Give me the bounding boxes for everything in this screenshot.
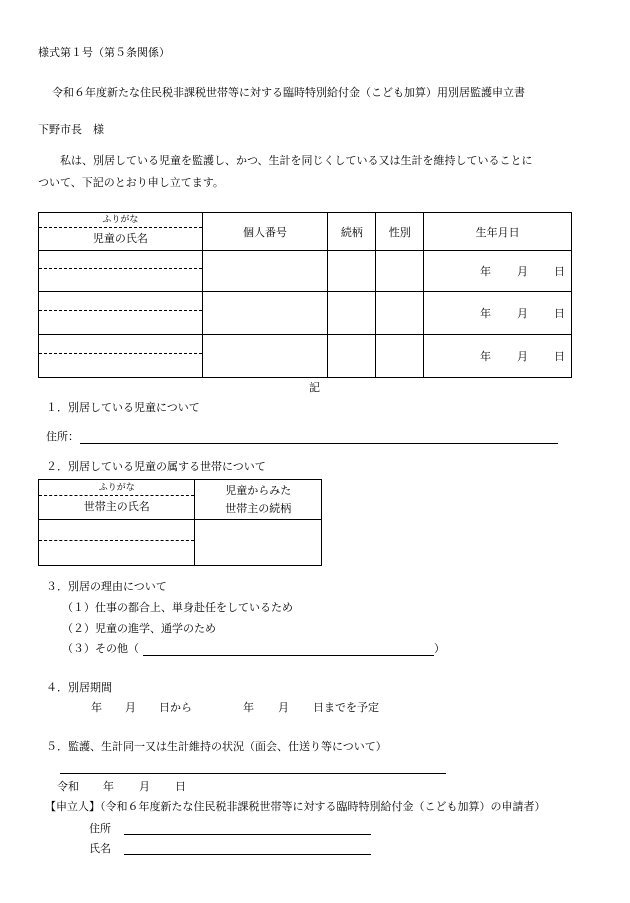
id-number-field[interactable]	[202, 251, 328, 292]
date-day: 日	[175, 780, 186, 793]
table-row	[39, 292, 572, 335]
section5-heading: ５．監護、生計同一又は生計維持の状況（面会、仕送り等について）	[46, 740, 387, 753]
section2-heading: ２．別居している児童の属する世帯について	[46, 460, 266, 473]
other-reason-field[interactable]	[143, 655, 434, 656]
applicant-address-label: 住所	[89, 822, 111, 835]
applicant-name-field[interactable]	[124, 854, 371, 855]
gender-field[interactable]	[376, 292, 424, 335]
child-furigana-field[interactable]	[39, 292, 202, 311]
gender-field[interactable]	[376, 251, 424, 292]
child-name-label: 児童の氏名	[92, 232, 148, 245]
date-year: 年	[103, 780, 114, 793]
gender-header: 性別	[376, 213, 424, 251]
dob-header: 生年月日	[424, 213, 572, 251]
table-row	[39, 251, 572, 292]
relation-field[interactable]	[328, 335, 376, 378]
reason-3-close: ）	[434, 642, 445, 655]
child-name-field[interactable]	[39, 269, 202, 291]
household-relation-line-2: 世帯主の続柄	[225, 501, 292, 515]
applicant-address-field[interactable]	[124, 834, 371, 835]
household-head-furigana-field[interactable]	[39, 520, 194, 541]
address-label: 住所：	[46, 430, 79, 443]
household-head-name-field[interactable]	[39, 541, 194, 565]
period-to-day: 日までを予定	[313, 701, 379, 714]
addressee: 下野市長 様	[38, 123, 104, 136]
section1-heading: １．別居している児童について	[46, 401, 200, 414]
form-number: 様式第１号（第５条関係）	[38, 46, 170, 59]
dob-field[interactable]: 年 月 日	[424, 251, 572, 292]
applicant-name-label: 氏名	[89, 842, 111, 855]
section3-heading: ３．別居の理由について	[46, 580, 167, 593]
gender-field[interactable]	[376, 335, 424, 378]
reason-3[interactable]: （３）その他（	[62, 642, 139, 655]
child-name-field[interactable]	[39, 354, 202, 377]
household-relation-header	[195, 480, 322, 520]
relation-header: 続柄	[328, 213, 376, 251]
support-status-field[interactable]	[60, 773, 446, 774]
id-number-field[interactable]	[202, 292, 328, 335]
date-month: 月	[139, 780, 150, 793]
relation-field[interactable]	[328, 251, 376, 292]
declaration-line-2: ついて、下記のとおり申し立てます。	[38, 176, 224, 189]
household-head-name-label: 世帯主の氏名	[83, 500, 150, 513]
id-number-field[interactable]	[202, 335, 328, 378]
relation-field[interactable]	[328, 292, 376, 335]
document-title: 令和６年度新たな住民税非課税世帯等に対する臨時特別給付金（こども加算）用別居監護申立書	[52, 86, 525, 99]
child-name-header	[39, 213, 203, 251]
section4-heading: ４．別居期間	[46, 681, 112, 694]
household-head-name-header	[39, 480, 195, 520]
declaration-line-1: 私は、別居している児童を監護し、かつ、生計を同じくしている又は生計を維持していることに	[60, 154, 533, 167]
reason-2[interactable]: （２）児童の進学、通学のため	[62, 622, 216, 635]
household-relation-line-1: 児童からみた	[225, 483, 292, 497]
period-from-year: 年	[91, 701, 102, 714]
table-row	[39, 520, 322, 566]
dob-field[interactable]: 年 月 日	[424, 335, 572, 378]
period-from-month: 月	[125, 701, 136, 714]
child-furigana-field[interactable]	[39, 335, 202, 354]
reason-1[interactable]: （１）仕事の都合上、単身赴任をしているため	[62, 601, 293, 614]
applicant-label: 【申立人】（令和６年度新たな住民税非課税世帯等に対する臨時特別給付金（こども加算）の申請者）	[45, 800, 546, 813]
furigana-label: ふりがな	[39, 213, 202, 228]
date-era: 令和	[57, 780, 79, 793]
household-relation-field[interactable]	[195, 520, 322, 566]
child-furigana-field[interactable]	[39, 251, 202, 269]
ki-mark: 記	[309, 381, 320, 394]
period-to-month: 月	[278, 701, 289, 714]
household-table	[38, 479, 322, 566]
period-from-day: 日から	[159, 701, 192, 714]
id-number-header: 個人番号	[202, 213, 328, 251]
child-name-field[interactable]	[39, 311, 202, 334]
table-row	[39, 335, 572, 378]
period-to-year: 年	[243, 701, 254, 714]
child-table	[38, 212, 572, 378]
dob-field[interactable]: 年 月 日	[424, 292, 572, 335]
child-address-field[interactable]	[80, 443, 558, 444]
furigana-label: ふりがな	[39, 481, 194, 496]
